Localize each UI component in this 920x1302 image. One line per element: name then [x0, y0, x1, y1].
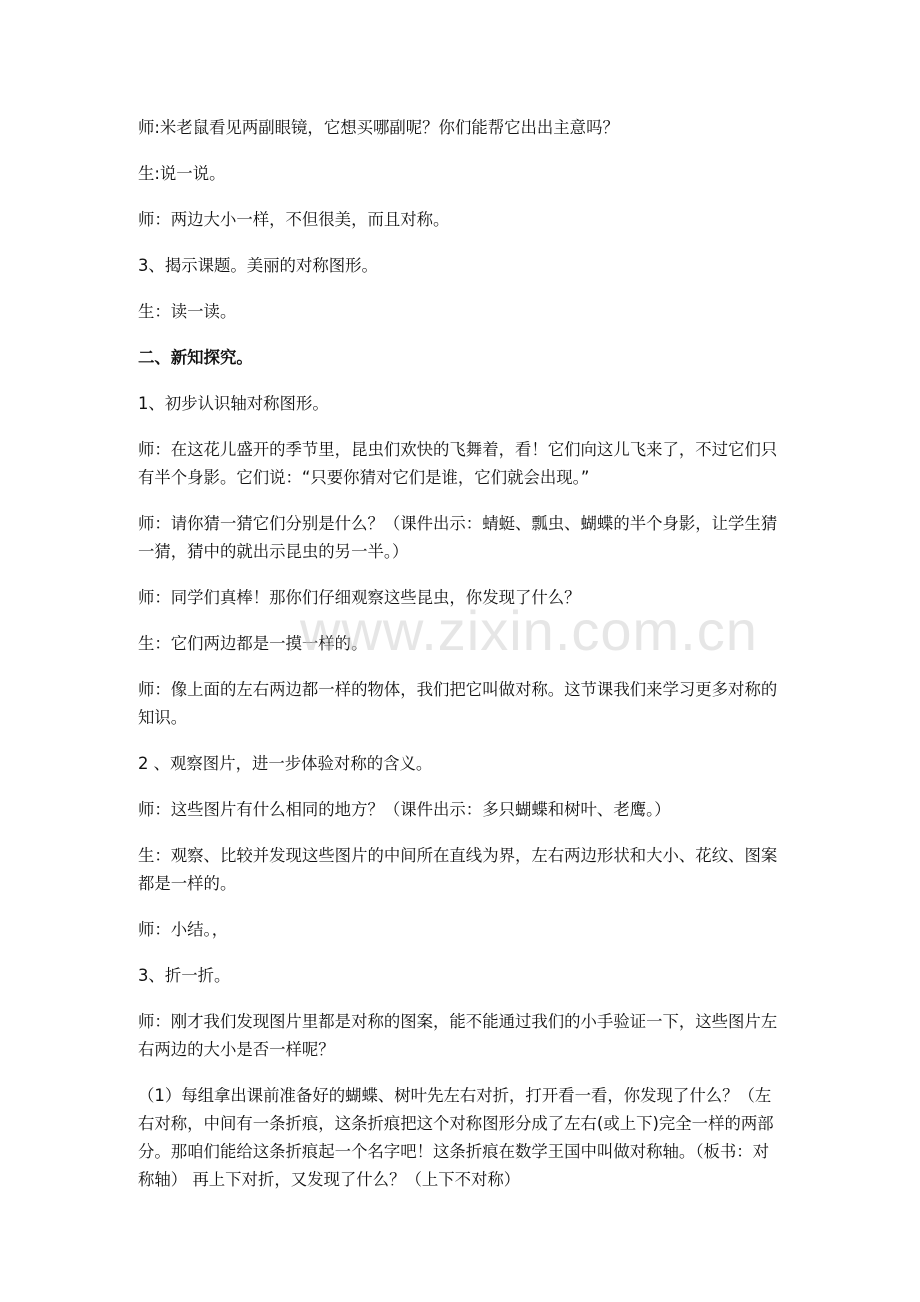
- paragraph: 生：观察、比较并发现这些图片的中间所在直线为界，左右两边形状和大小、花纹、图案都是一样的。: [138, 846, 778, 893]
- document-body: [138, 114, 778, 1212]
- paragraph: （1）每组拿出课前准备好的蝴蝶、树叶先左右对折，打开看一看，你发现了什么？（左右对称，中间有一条折痕，这条折痕把这个对称图形分成了左右(或上下)完全一样的两部分。那咱们能给这条折痕起一个名字吧！这条折痕在数学王国中叫做对称轴。（板书：对称轴） 再上下对折，又发现了什么？（上下不对称）: [138, 1086, 774, 1189]
- paragraph: 师:米老鼠看见两副眼镜，它想买哪副呢？你们能帮它出出主意吗？: [138, 118, 619, 137]
- paragraph: 3、折一折。: [138, 966, 231, 985]
- paragraph: 师：这些图片有什么相同的地方？（课件出示：多只蝴蝶和树叶、老鹰。）: [138, 800, 671, 819]
- paragraph: 师：刚才我们发现图片里都是对称的图案，能不能通过我们的小手验证一下，这些图片左右两边的大小是否一样呢？: [138, 1012, 778, 1059]
- watermark: www.zixin.com.cn: [300, 599, 758, 662]
- paragraph: 师：像上面的左右两边都一样的物体，我们把它叫做对称。这节课我们来学习更多对称的知识。: [138, 680, 778, 727]
- paragraph: 师：同学们真棒！那你们仔细观察这些昆虫，你发现了什么？: [138, 588, 581, 607]
- paragraph: 2 、观察图片，进一步体验对称的含义。: [138, 754, 433, 773]
- paragraph: 师：请你猜一猜它们分别是什么？（课件出示：蜻蜓、瓢虫、蝴蝶的半个身影，让学生猜一猜，猜中的就出示昆虫的另一半。）: [138, 514, 778, 561]
- paragraph: 生：它们两边都是一摸一样的。: [138, 634, 368, 653]
- section-heading: 二、新知探究。: [138, 348, 253, 367]
- paragraph: 师：在这花儿盛开的季节里，昆虫们欢快的飞舞着，看！它们向这儿飞来了，不过它们只有半个身影。它们说：“只要你猜对它们是谁，它们就会出现。”: [138, 440, 778, 487]
- paragraph: 师：小结。，: [138, 920, 229, 939]
- paragraph: 生:说一说。: [138, 164, 226, 183]
- paragraph: 1、初步认识轴对称图形。: [138, 394, 329, 413]
- paragraph: 师：两边大小一样，不但很美，而且对称。: [138, 210, 450, 229]
- paragraph: 3、揭示课题。美丽的对称图形。: [138, 256, 378, 275]
- paragraph: 生：读一读。: [138, 302, 237, 321]
